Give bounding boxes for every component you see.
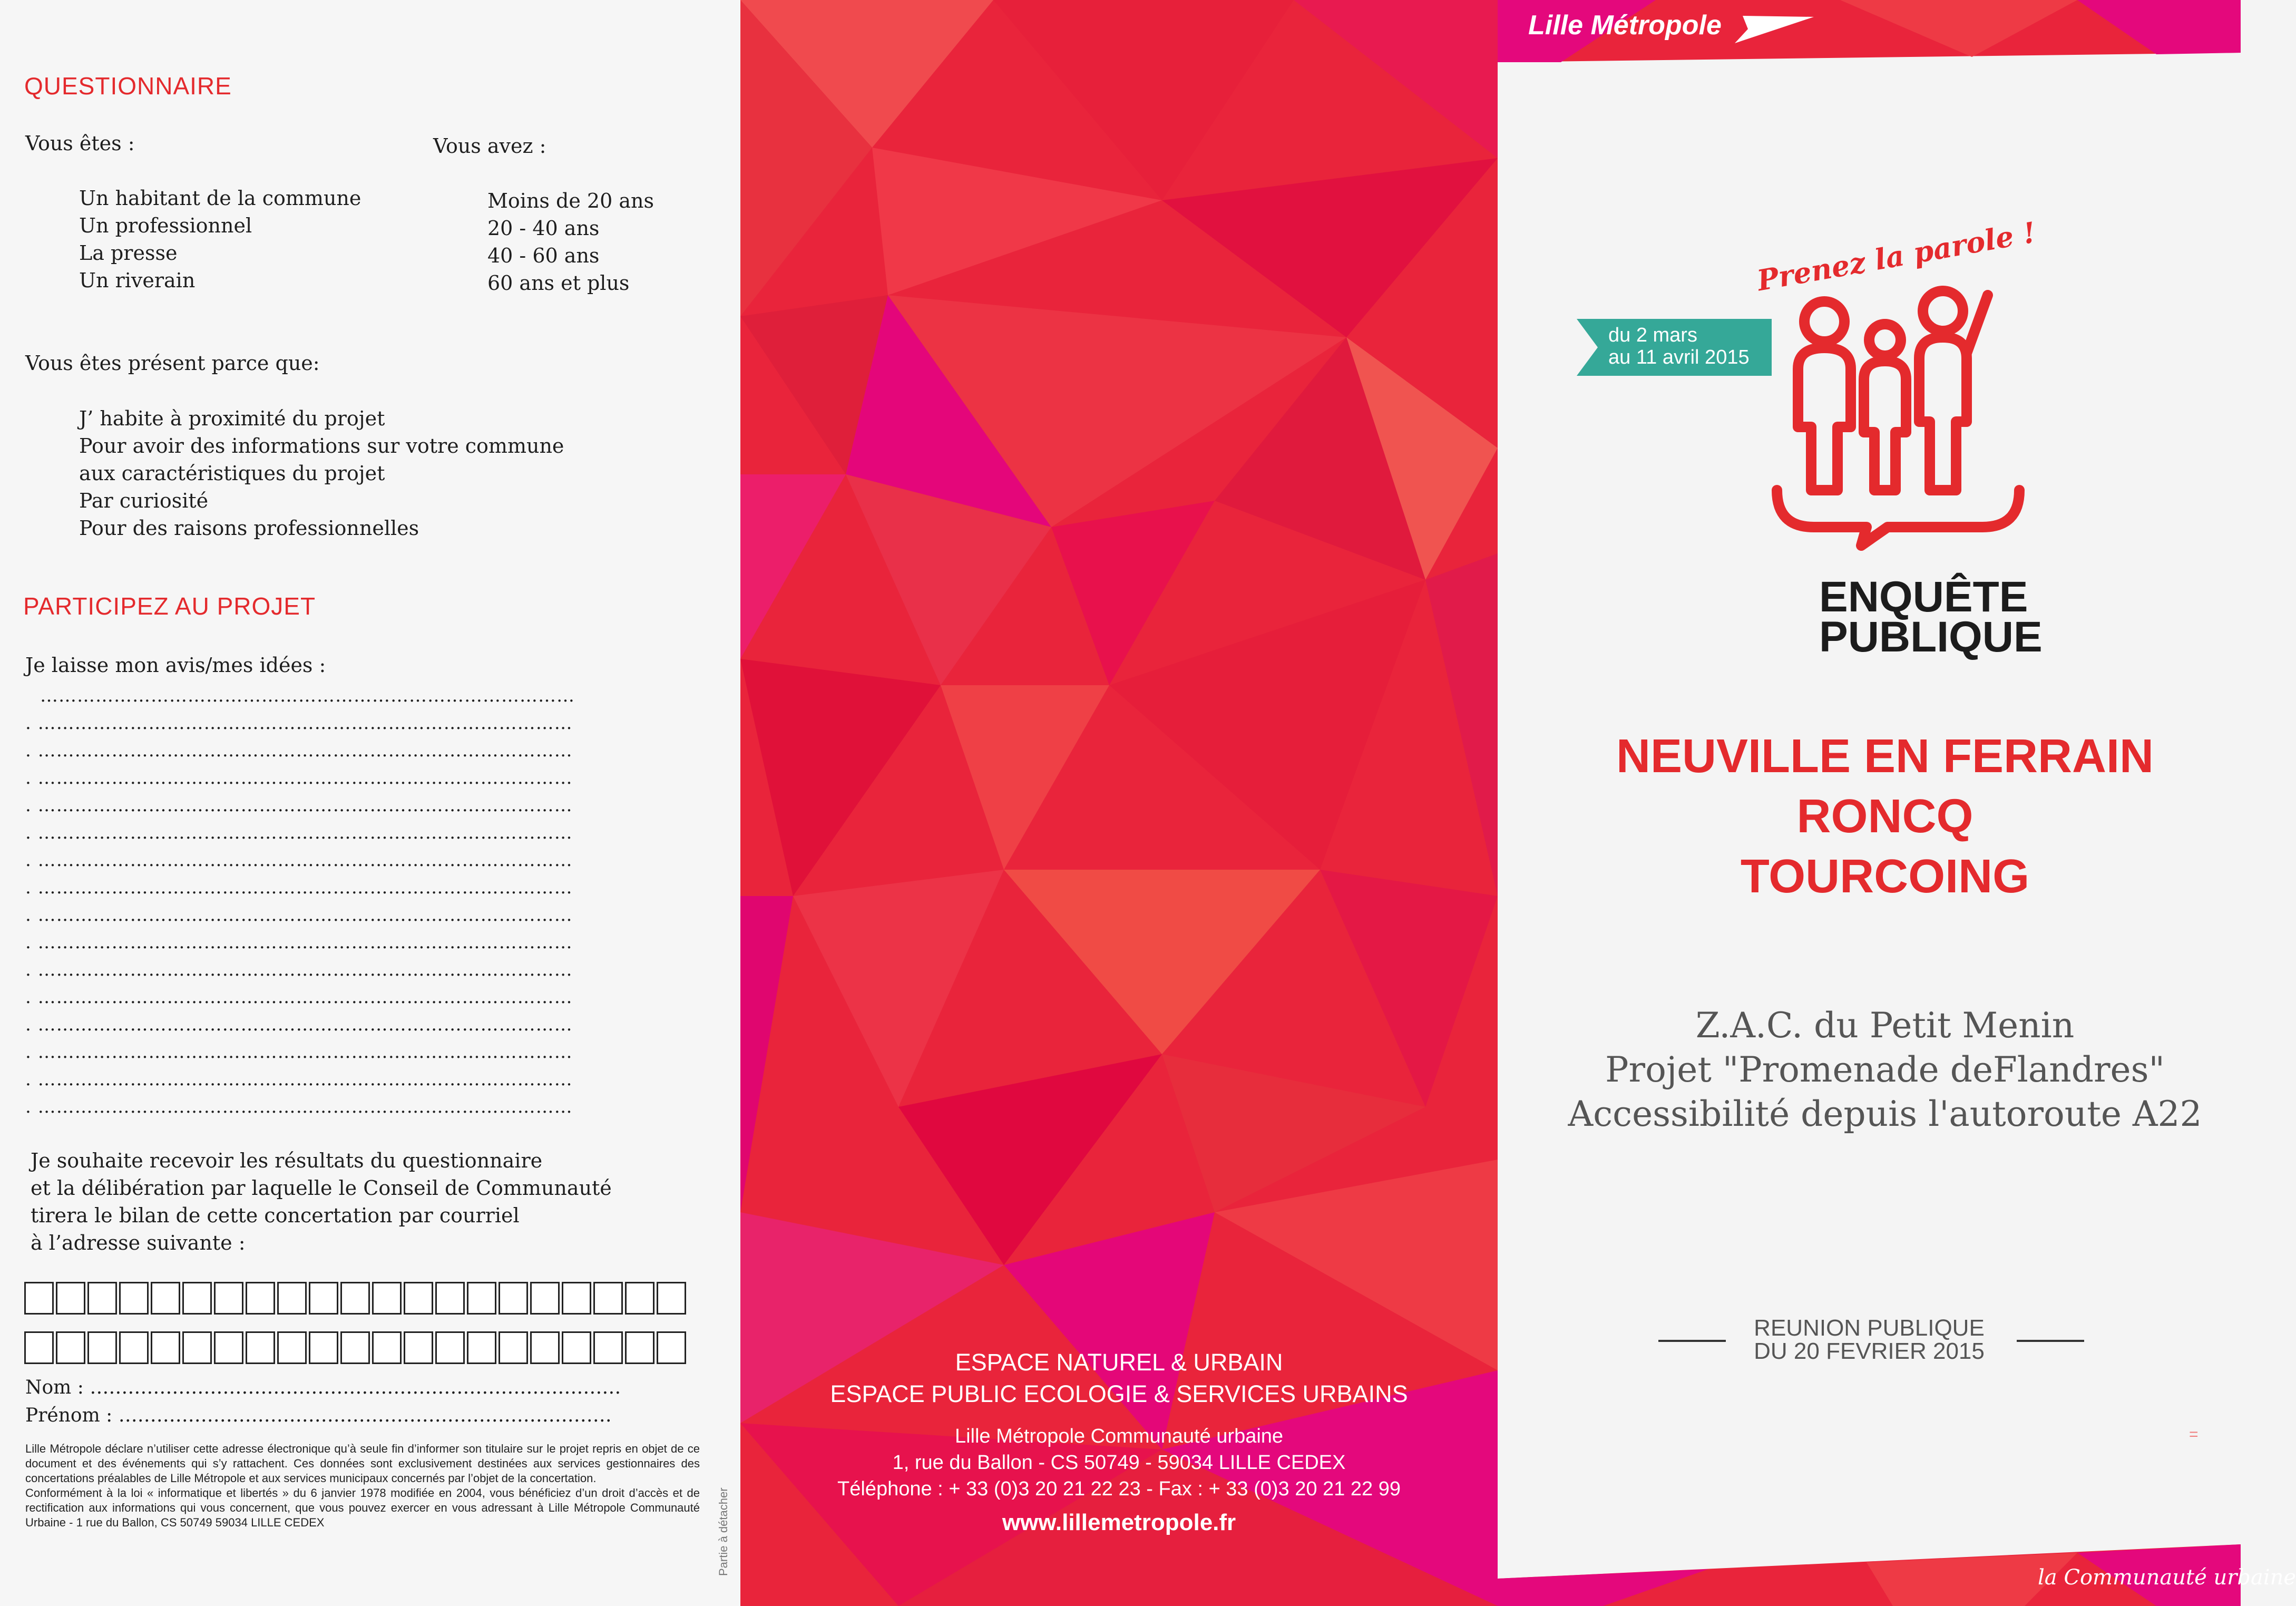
- date-end: au 11 avril 2015: [1608, 346, 1750, 368]
- avis-line[interactable]: . ……………………………………………………………………………: [25, 904, 573, 926]
- city-list: [1529, 726, 2241, 907]
- prenom-field[interactable]: Prénom : ……………………………………………………………………: [25, 1405, 612, 1426]
- option-presse[interactable]: La presse: [79, 241, 178, 265]
- legal-notice: [25, 1442, 700, 1530]
- questionnaire-title: QUESTIONNAIRE: [24, 72, 232, 100]
- avis-line[interactable]: ……………………………………………………………………………: [40, 685, 575, 706]
- avis-line[interactable]: . ……………………………………………………………………………: [25, 795, 573, 816]
- service-name: [740, 1347, 1498, 1410]
- city-name: RONCQ: [1796, 790, 1973, 843]
- postal-address: [740, 1423, 1498, 1502]
- date-start: du 2 mars: [1608, 324, 1697, 346]
- detach-label: Partie à détacher: [717, 1487, 730, 1576]
- project-line: Z.A.C. du Petit Menin: [1695, 1005, 2075, 1046]
- vous-avez-options: [487, 187, 654, 297]
- option-informations-suite: aux caractéristiques du projet: [79, 462, 385, 485]
- contact-panel: [740, 0, 1498, 1606]
- option-proximite[interactable]: J’ habite à proximité du projet: [79, 407, 385, 430]
- option-60-plus[interactable]: 60 ans et plus: [487, 271, 630, 295]
- slogan-text: Prenez la parole !: [1754, 215, 2038, 298]
- avis-line[interactable]: . ……………………………………………………………………………: [25, 713, 573, 734]
- enquete-publique-title: [1819, 573, 2043, 661]
- option-informations[interactable]: Pour avoir des informations sur votre commune: [79, 434, 564, 458]
- avis-line[interactable]: . ……………………………………………………………………………: [25, 987, 573, 1008]
- vous-etes-options: [79, 184, 361, 294]
- avis-line[interactable]: . ……………………………………………………………………………: [25, 1014, 573, 1035]
- option-moins-20[interactable]: Moins de 20 ans: [487, 189, 654, 212]
- option-40-60[interactable]: 40 - 60 ans: [487, 244, 600, 267]
- nom-field[interactable]: Nom : …………………………………………………………………………: [25, 1377, 621, 1398]
- reunion-publique: [1498, 1317, 2241, 1363]
- reunion-line: REUNION PUBLIQUE: [1754, 1315, 1985, 1341]
- legal-paragraph: Lille Métropole déclare n’utiliser cette adresse électronique qu’à seule fin d’informer son titulaire sur le projet repris en objet de ce document et des événements qui s’y rattachent. Ces données sont exclusivement destinées aux services gestionnaires des concertations préalables de Lille Métropole et aux services municipaux concernés par l’objet de la concertation.: [25, 1442, 700, 1485]
- reunion-date: DU 20 FEVRIER 2015: [1754, 1338, 1985, 1364]
- option-professionnelles[interactable]: Pour des raisons professionnelles: [79, 517, 419, 540]
- email-boxes-row-1[interactable]: [24, 1282, 686, 1315]
- avis-line[interactable]: . ……………………………………………………………………………: [25, 1096, 573, 1117]
- logo-title-line: ENQUÊTE: [1819, 573, 2028, 621]
- footer-tagline: la Communauté urbaine: [2038, 1565, 2296, 1590]
- brand-logo: Lille Métropole: [1528, 10, 1722, 41]
- avis-label: Je laisse mon avis/mes idées :: [25, 654, 326, 677]
- avis-lines[interactable]: [25, 682, 658, 1121]
- resultats-line: à l’adresse suivante :: [31, 1231, 246, 1254]
- participez-title: PARTICIPEZ AU PROJET: [23, 592, 316, 620]
- avis-line[interactable]: . ……………………………………………………………………………: [25, 1069, 573, 1090]
- resultats-text: [31, 1147, 612, 1257]
- avis-line[interactable]: . ……………………………………………………………………………: [25, 767, 573, 789]
- avis-line[interactable]: . ……………………………………………………………………………: [25, 1042, 573, 1063]
- project-line: Projet "Promenade deFlandres": [1605, 1049, 2165, 1090]
- vous-etes-label: Vous êtes :: [25, 132, 135, 155]
- avis-line[interactable]: . ……………………………………………………………………………: [25, 850, 573, 871]
- avis-line[interactable]: . ……………………………………………………………………………: [25, 740, 573, 761]
- legal-paragraph: Conformément à la loi « informatique et libertés » du 6 janvier 1978 modifiée en 2004, vous bénéficiez d’un droit d’accès et de rectification aux informations qui vous concernent, que vous pouvez exercer en vous adressant à Lille Métropole Communauté Urbaine - 1 rue du Ballon, CS 50749 59034 LILLE CEDEX: [25, 1486, 700, 1529]
- logo-title-line: PUBLIQUE: [1819, 613, 2043, 661]
- project-description: [1529, 1004, 2241, 1136]
- vous-avez-label: Vous avez :: [433, 134, 546, 158]
- option-riverain[interactable]: Un riverain: [79, 269, 196, 292]
- option-habitant[interactable]: Un habitant de la commune: [79, 187, 362, 210]
- date-badge: [1608, 324, 1750, 368]
- city-name: NEUVILLE EN FERRAIN: [1616, 730, 2154, 783]
- service-line: ESPACE NATUREL & URBAIN: [955, 1349, 1283, 1376]
- enquete-publique-logo: [1754, 215, 2038, 553]
- cover-panel: [1498, 0, 2296, 1606]
- address-line: 1, rue du Ballon - CS 50749 - 59034 LILLE CEDEX: [892, 1452, 1346, 1474]
- phone-fax-line: Téléphone : + 33 (0)3 20 21 22 23 - Fax : + 33 (0)3 20 21 22 99: [837, 1478, 1401, 1500]
- questionnaire-panel: [0, 0, 740, 1606]
- address-line: Lille Métropole Communauté urbaine: [954, 1425, 1284, 1447]
- city-name: TOURCOING: [1740, 850, 2030, 903]
- option-20-40[interactable]: 20 - 40 ans: [487, 217, 600, 240]
- email-boxes-row-2[interactable]: [24, 1331, 686, 1364]
- project-line: Accessibilité depuis l'autoroute A22: [1568, 1094, 2202, 1134]
- service-line: ESPACE PUBLIC ECOLOGIE & SERVICES URBAINS: [830, 1380, 1408, 1407]
- avis-line[interactable]: . ……………………………………………………………………………: [25, 959, 573, 980]
- avis-line[interactable]: . ……………………………………………………………………………: [25, 877, 573, 898]
- present-options: [79, 405, 564, 542]
- resultats-line: tirera le bilan de cette concertation par courriel: [31, 1204, 520, 1227]
- option-professionnel[interactable]: Un professionnel: [79, 214, 252, 237]
- website-link[interactable]: www.lillemetropole.fr: [1002, 1510, 1236, 1535]
- tiny-mark: =: [2189, 1426, 2199, 1443]
- present-label: Vous êtes présent parce que:: [25, 352, 320, 375]
- avis-line[interactable]: . ……………………………………………………………………………: [25, 932, 573, 953]
- resultats-line: Je souhaite recevoir les résultats du questionnaire: [31, 1149, 543, 1172]
- resultats-line: et la délibération par laquelle le Conseil de Communauté: [31, 1176, 612, 1200]
- option-curiosite[interactable]: Par curiosité: [79, 489, 209, 512]
- avis-line[interactable]: . ……………………………………………………………………………: [25, 822, 573, 843]
